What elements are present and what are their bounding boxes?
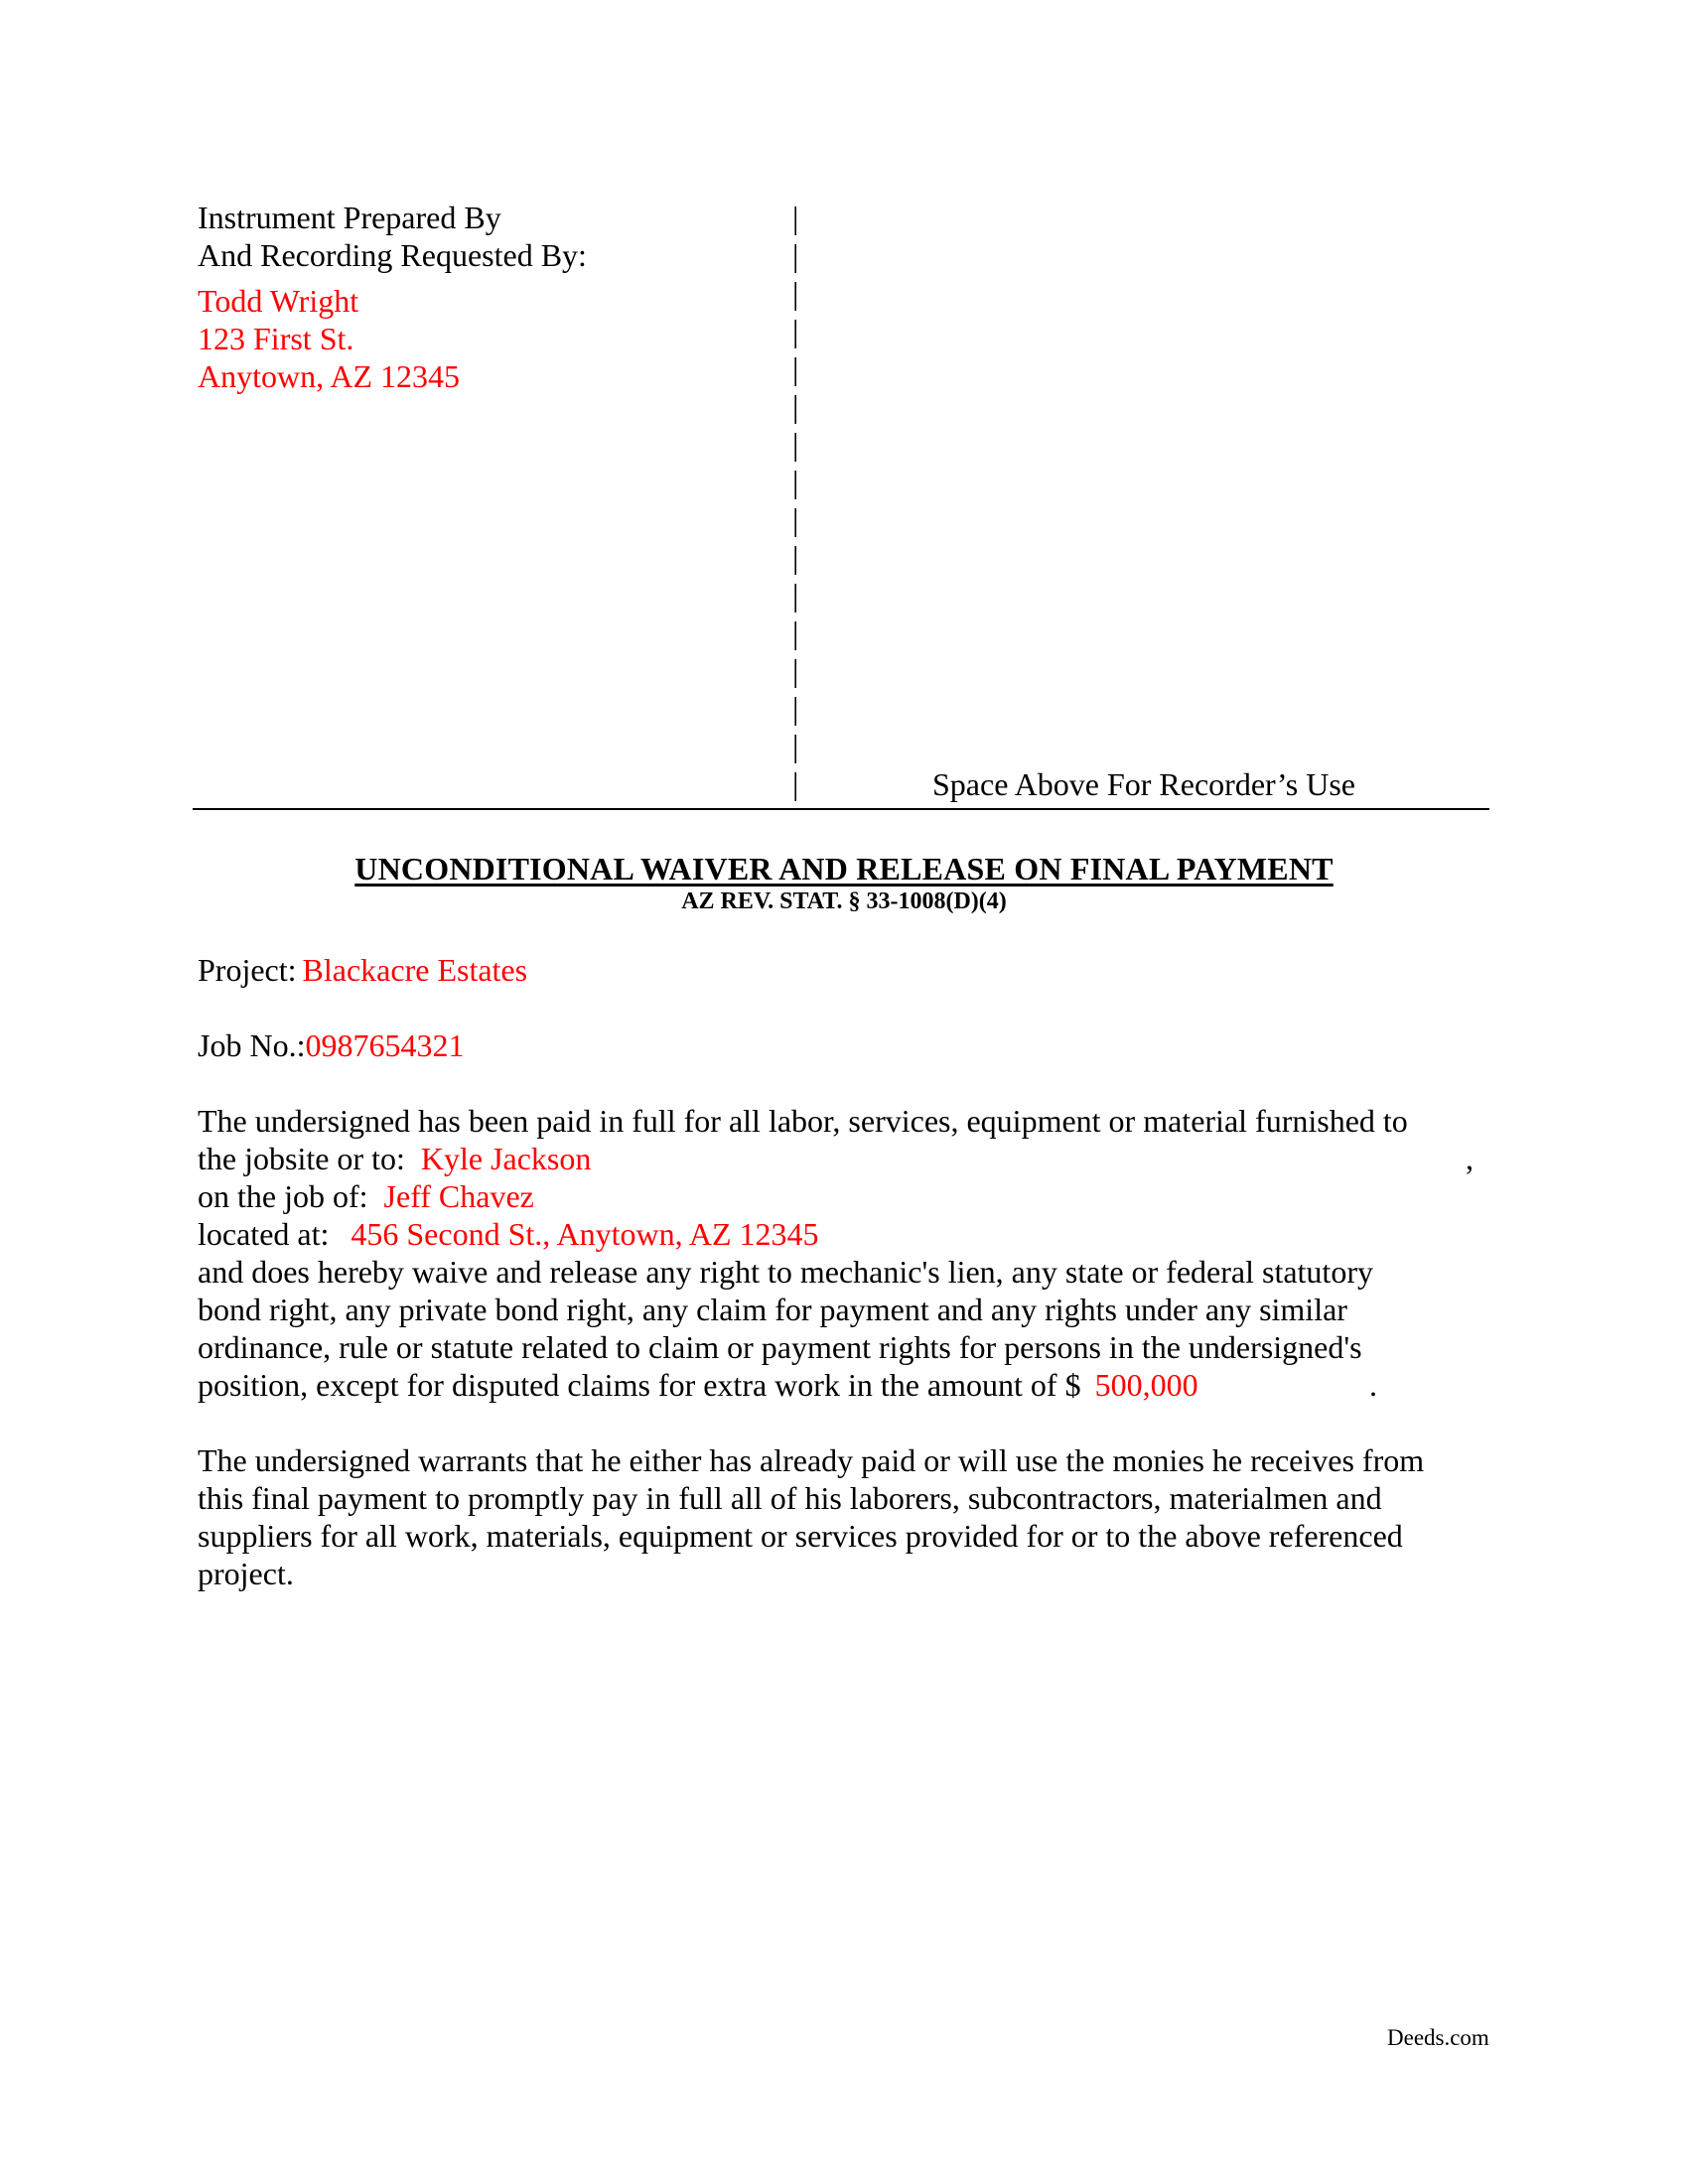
divider-bar: | xyxy=(792,652,799,688)
job-number-value: 0987654321 xyxy=(305,1027,465,1063)
document-title-text: UNCONDITIONAL WAIVER AND RELEASE ON FINAL PAYMENT xyxy=(354,851,1334,887)
divider-bar: | xyxy=(792,614,799,650)
divider-bar: | xyxy=(792,388,799,424)
located-at-value: 456 Second St., Anytown, AZ 12345 xyxy=(351,1216,819,1252)
warranty-paragraph xyxy=(198,1441,1488,1592)
located-at-line xyxy=(198,1215,1488,1253)
footer-brand: Deeds.com xyxy=(1387,2025,1489,2050)
job-of-label: on the job of: xyxy=(198,1178,368,1214)
recorder-divider-line xyxy=(193,808,1489,810)
paragraph-line: suppliers for all work, materials, equipment or services provided for or to the above referenced xyxy=(198,1518,1403,1554)
preparer-address2: Anytown, AZ 12345 xyxy=(198,358,460,394)
divider-bar: | xyxy=(792,313,799,348)
divider-bar: | xyxy=(792,577,799,613)
divider-bar: | xyxy=(792,350,799,386)
jobsite-value: Kyle Jackson xyxy=(420,1141,592,1176)
job-of-line xyxy=(198,1177,1488,1215)
vertical-divider xyxy=(792,199,802,802)
preparer-block xyxy=(198,199,587,395)
jobsite-line xyxy=(198,1140,1488,1177)
job-number-label: Job No.: xyxy=(198,1027,306,1063)
paragraph-line: and does hereby waive and release any right to mechanic's lien, any state or federal statutory xyxy=(198,1254,1373,1290)
divider-bar: | xyxy=(792,237,799,273)
preparer-name: Todd Wright xyxy=(198,283,359,319)
paragraph-line: project. xyxy=(198,1556,294,1591)
jobsite-label: the jobsite or to: xyxy=(198,1141,405,1176)
divider-bar: | xyxy=(792,728,799,763)
paragraph-line: bond right, any private bond right, any claim for payment and any rights under any similar xyxy=(198,1292,1347,1327)
located-at-label: located at: xyxy=(198,1216,330,1252)
paragraph-line: this final payment to promptly pay in full all of his laborers, subcontractors, materialmen and xyxy=(198,1480,1382,1516)
amount-prefix: position, except for disputed claims for extra work in the amount of $ xyxy=(198,1367,1081,1403)
divider-bar: | xyxy=(792,765,799,801)
release-paragraph xyxy=(198,1102,1488,1404)
divider-bar: | xyxy=(792,426,799,462)
recorder-space-label: Space Above For Recorder’s Use xyxy=(932,766,1355,802)
paragraph-line: ordinance, rule or statute related to claim or payment rights for persons in the undersigned's xyxy=(198,1329,1362,1365)
project-line xyxy=(198,951,527,989)
divider-bar: | xyxy=(792,501,799,537)
divider-bar: | xyxy=(792,690,799,726)
amount-line xyxy=(198,1366,1488,1404)
prepared-by-line1: Instrument Prepared By xyxy=(198,200,501,235)
paragraph-line: The undersigned warrants that he either has already paid or will use the monies he receives from xyxy=(198,1442,1425,1478)
statute-reference: AZ REV. STAT. § 33-1008(D)(4) xyxy=(681,888,1007,914)
preparer-address1: 123 First St. xyxy=(198,321,354,356)
jobsite-comma: , xyxy=(1466,1141,1474,1176)
paragraph-line: The undersigned has been paid in full for all labor, services, equipment or material furnished to xyxy=(198,1103,1408,1139)
document-title xyxy=(0,850,1688,887)
job-of-value: Jeff Chavez xyxy=(383,1178,534,1214)
divider-bar: | xyxy=(792,275,799,311)
project-value: Blackacre Estates xyxy=(302,952,528,988)
project-label: Project: xyxy=(198,952,297,988)
amount-period: . xyxy=(1369,1367,1377,1403)
divider-bar: | xyxy=(792,464,799,499)
divider-bar: | xyxy=(792,200,799,235)
disputed-amount: 500,000 xyxy=(1094,1367,1198,1403)
job-number-line xyxy=(198,1026,464,1064)
divider-bar: | xyxy=(792,539,799,575)
prepared-by-line2: And Recording Requested By: xyxy=(198,237,587,273)
